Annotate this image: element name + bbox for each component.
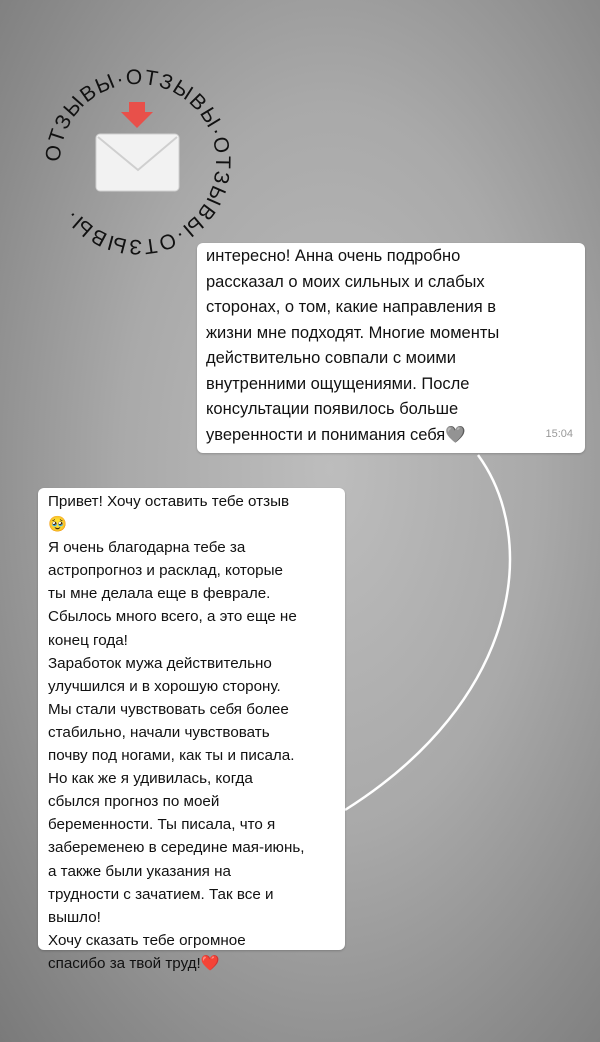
message-line: беременности. Ты писала, что я [48,816,276,834]
message-time: 15:04 [545,427,573,440]
message-line-text: уверенности и понимания себя [206,425,446,444]
message-line: конец года! [48,631,128,649]
message-line [206,423,585,449]
message-line: улучшился и в хорошую сторону. [48,677,281,695]
message-line: рассказал о моих сильных и слабых [206,272,485,291]
message-line [48,952,345,975]
message-line: Мы стали чувствовать себя более [48,700,289,718]
reviews-badge [28,62,248,262]
message-line: сторонах, о том, какие направления в [206,298,497,316]
message-line: ты мне делала еще в феврале. [48,585,271,603]
message-line: а также были указания на [48,862,231,880]
message-line-text: спасибо за твой труд! [48,954,201,972]
message-line: вышло! [48,908,101,926]
message-line: внутренними ощущениями. После [206,374,470,393]
ring-text: ОТЗЫВЫ·ОТЗЫВЫ·ОТЗЫВЫ·ОТЗЫВЫ· [41,65,235,259]
message-line: астропрогноз и расклад, которые [48,562,283,580]
message-line: жизни мне подходят. Многие моменты [206,323,500,342]
message-line: Хочу сказать тебе огромное [48,931,246,949]
message-line: Я очень благодарна тебе за [48,539,246,557]
message-line: трудности с зачатием. Так все и [48,885,274,903]
message-line: стабильно, начали чувствовать [48,723,270,741]
review-message-1 [197,243,585,453]
message-line: Сбылось много всего, а это еще не [48,608,297,626]
message-line: почву под ногами, как ты и писала. [48,747,295,765]
message-line: Заработок мужа действительно [48,654,272,672]
message-line: действительно совпали с моими [206,349,456,367]
message-line: интересно! Анна очень подробно [206,247,461,265]
message-line: сбылся прогноз по моей [48,793,220,811]
message-line: 🥹 [48,516,67,534]
review-message-2 [38,488,345,972]
heart-emoji-icon: 🩶 [445,425,466,444]
message-line: Привет! Хочу оставить тебе отзыв [48,493,290,510]
message-line: забеременею в середине мая-июнь, [48,839,305,857]
heart-emoji-icon: ❤️ [200,954,220,972]
message-line: консультации появилось больше [206,400,459,418]
incoming-envelope-icon [96,102,179,191]
message-line: Но как же я удивилась, когда [48,770,253,788]
